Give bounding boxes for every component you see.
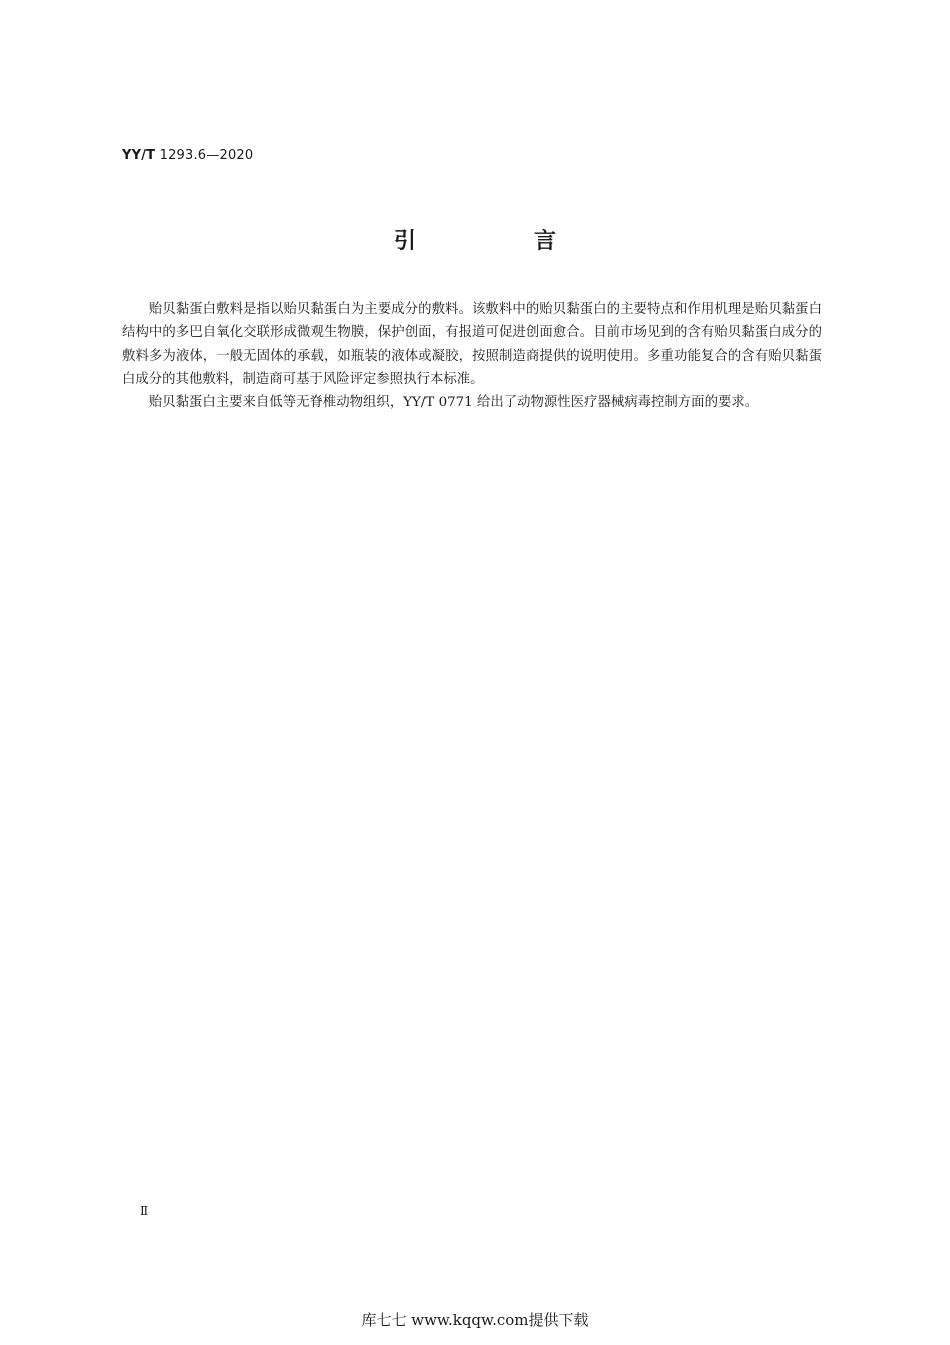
standard-code: [122, 148, 253, 163]
standard-number: 1293.6—2020: [159, 148, 254, 163]
page-number: Ⅱ: [140, 1204, 149, 1218]
paragraph: 贻贝黏蛋白主要来自低等无脊椎动物组织，YY/T 0771 给出了动物源性医疗器械病毒控制方面的要求。: [148, 395, 759, 411]
footer-watermark: 库七七 www.kqqw.com提供下载: [361, 1311, 589, 1329]
section-title: 引 言: [393, 229, 604, 254]
standard-prefix: YY/T: [122, 148, 156, 163]
paragraph: 贻贝黏蛋白敷料是指以贻贝黏蛋白为主要成分的敷料。该敷料中的贻贝黏蛋白的主要特点和作用机理是贻贝黏蛋白结构中的多巴自氧化交联形成微观生物膜，保护创面，有报道可促进创面愈合。目前市场见到的含有贻贝黏蛋白成分的敷料多为液体，一般无固体的承载，如瓶装的液体或凝胶，按照制造商提供的说明使用。多重功能复合的含有贻贝黏蛋白成分的其他敷料，制造商可基于风险评定参照执行本标准。: [122, 302, 822, 387]
introduction-body: [122, 298, 822, 414]
